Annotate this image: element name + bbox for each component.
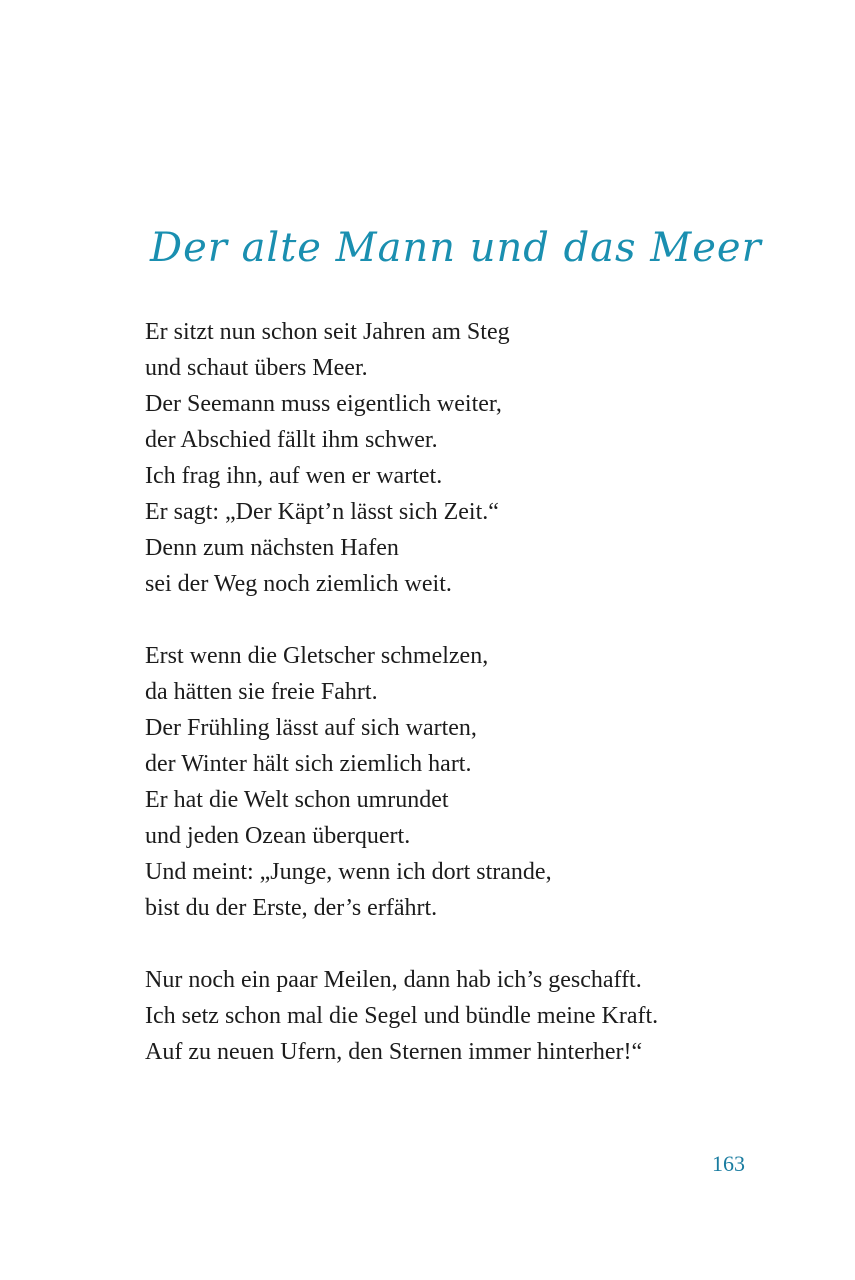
- poem-line: Ich frag ihn, auf wen er wartet.: [145, 463, 443, 489]
- poem-line: Und meint: „Junge, wenn ich dort strande,: [145, 859, 552, 885]
- stanza-3: [145, 962, 785, 1070]
- poem-line: bist du der Erste, der’s erfährt.: [145, 895, 438, 921]
- poem-line: Denn zum nächsten Hafen: [145, 535, 399, 561]
- stanza-2: [145, 638, 785, 926]
- poem-line: Auf zu neuen Ufern, den Sternen immer hinterher!“: [145, 1039, 643, 1065]
- stanza-1: [145, 314, 785, 602]
- poem-line: Er sitzt nun schon seit Jahren am Steg: [145, 319, 510, 345]
- poem-title: Der alte Mann und das Meer: [150, 225, 762, 271]
- poem-line: und schaut übers Meer.: [145, 355, 368, 381]
- poem-line: da hätten sie freie Fahrt.: [145, 679, 378, 705]
- poem-line: Er sagt: „Der Käpt’n lässt sich Zeit.“: [145, 499, 499, 525]
- page-number: 163: [712, 1151, 745, 1176]
- poem-line: und jeden Ozean überquert.: [145, 823, 411, 849]
- poem-line: der Winter hält sich ziemlich hart.: [145, 751, 472, 777]
- poem-line: Nur noch ein paar Meilen, dann hab ich’s geschafft.: [145, 967, 642, 993]
- poem-line: Der Seemann muss eigentlich weiter,: [145, 391, 502, 417]
- poem-line: Er hat die Welt schon umrundet: [145, 787, 449, 813]
- poem-line: Erst wenn die Gletscher schmelzen,: [145, 643, 489, 669]
- poem-line: Ich setz schon mal die Segel und bündle meine Kraft.: [145, 1003, 659, 1029]
- poem-line: sei der Weg noch ziemlich weit.: [145, 571, 452, 597]
- poem-line: Der Frühling lässt auf sich warten,: [145, 715, 477, 741]
- poem-body: [145, 314, 785, 1106]
- poem-line: der Abschied fällt ihm schwer.: [145, 427, 438, 453]
